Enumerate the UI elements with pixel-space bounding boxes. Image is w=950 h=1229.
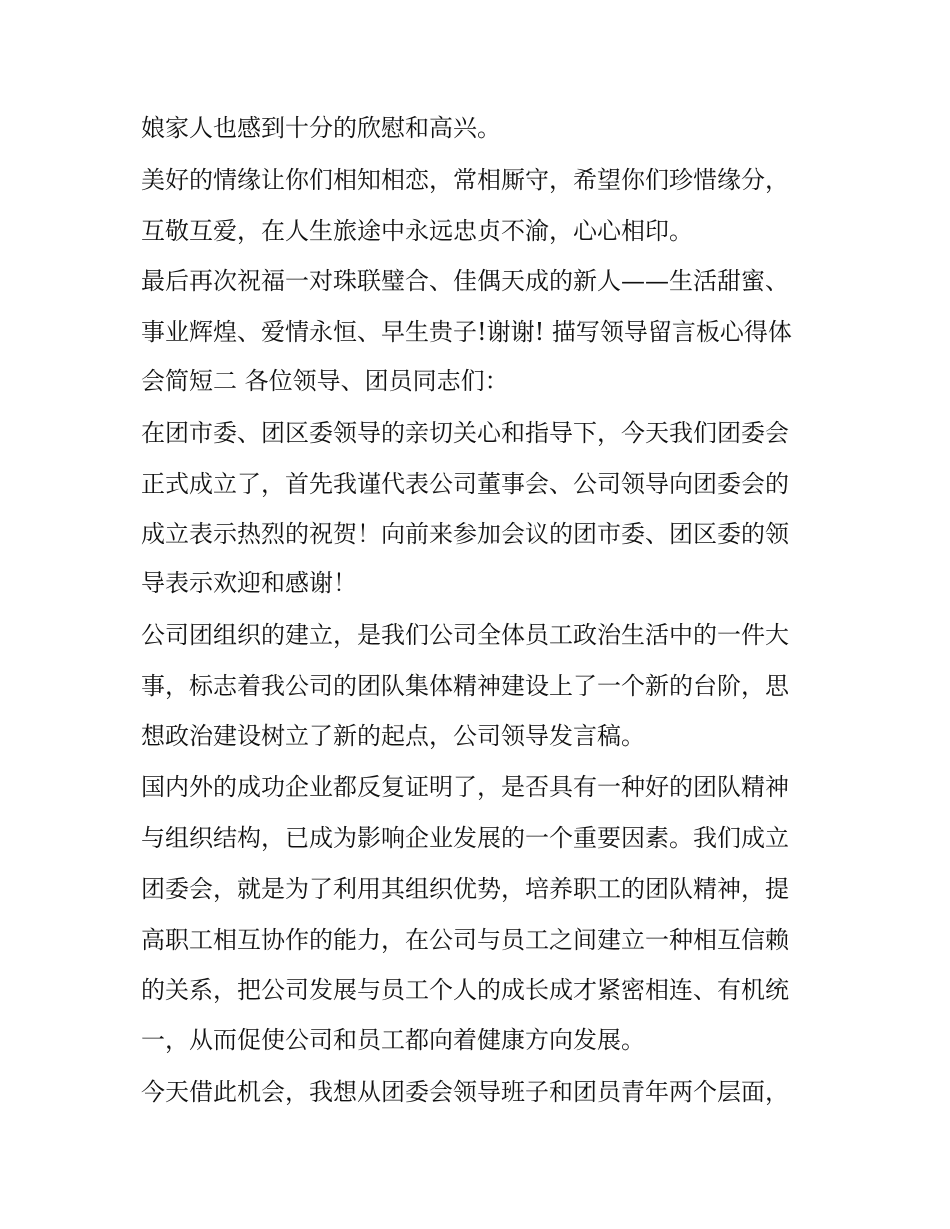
text-line: 一，从而促使公司和员工都向着健康方向发展。 bbox=[141, 1026, 645, 1054]
text-line: 高职工相互协作的能力，在公司与员工之间建立一种相互信赖 bbox=[141, 926, 789, 954]
text-line: 的关系，把公司发展与员工个人的成长成才紧密相连、有机统 bbox=[141, 976, 789, 1004]
text-line: 最后再次祝福一对珠联璧合、佳偶天成的新人——生活甜蜜、 bbox=[141, 267, 789, 295]
text-line: 事，标志着我公司的团队集体精神建设上了一个新的台阶，思 bbox=[141, 672, 789, 700]
text-line: 事业辉煌、爱情永恒、早生贵子!谢谢! 描写领导留言板心得体 bbox=[141, 318, 792, 346]
text-line: 公司团组织的建立，是我们公司全体员工政治生活中的一件大 bbox=[141, 621, 789, 649]
text-line: 团委会，就是为了利用其组织优势，培养职工的团队精神，提 bbox=[141, 875, 789, 903]
text-line: 想政治建设树立了新的起点，公司领导发言稿。 bbox=[141, 722, 645, 750]
text-line: 与组织结构，已成为影响企业发展的一个重要因素。我们成立 bbox=[141, 824, 789, 852]
text-line: 正式成立了，首先我谨代表公司董事会、公司领导向团委会的 bbox=[141, 470, 789, 498]
text-line: 互敬互爱，在人生旅途中永远忠贞不渝，心心相印。 bbox=[141, 217, 693, 245]
text-line: 成立表示热烈的祝贺！向前来参加会议的团市委、团区委的领 bbox=[141, 520, 789, 548]
text-line: 美好的情缘让你们相知相恋，常相厮守，希望你们珍惜缘分， bbox=[141, 166, 789, 194]
text-line: 在团市委、团区委领导的亲切关心和指导下，今天我们团委会 bbox=[141, 419, 789, 447]
text-line: 导表示欢迎和感谢！ bbox=[141, 569, 357, 597]
text-line: 今天借此机会，我想从团委会领导班子和团员青年两个层面， bbox=[141, 1078, 789, 1106]
text-line: 会简短二 各位领导、团员同志们： bbox=[141, 367, 509, 395]
text-line: 国内外的成功企业都反复证明了，是否具有一种好的团队精神 bbox=[141, 773, 789, 801]
text-line: 娘家人也感到十分的欣慰和高兴。 bbox=[141, 114, 501, 142]
